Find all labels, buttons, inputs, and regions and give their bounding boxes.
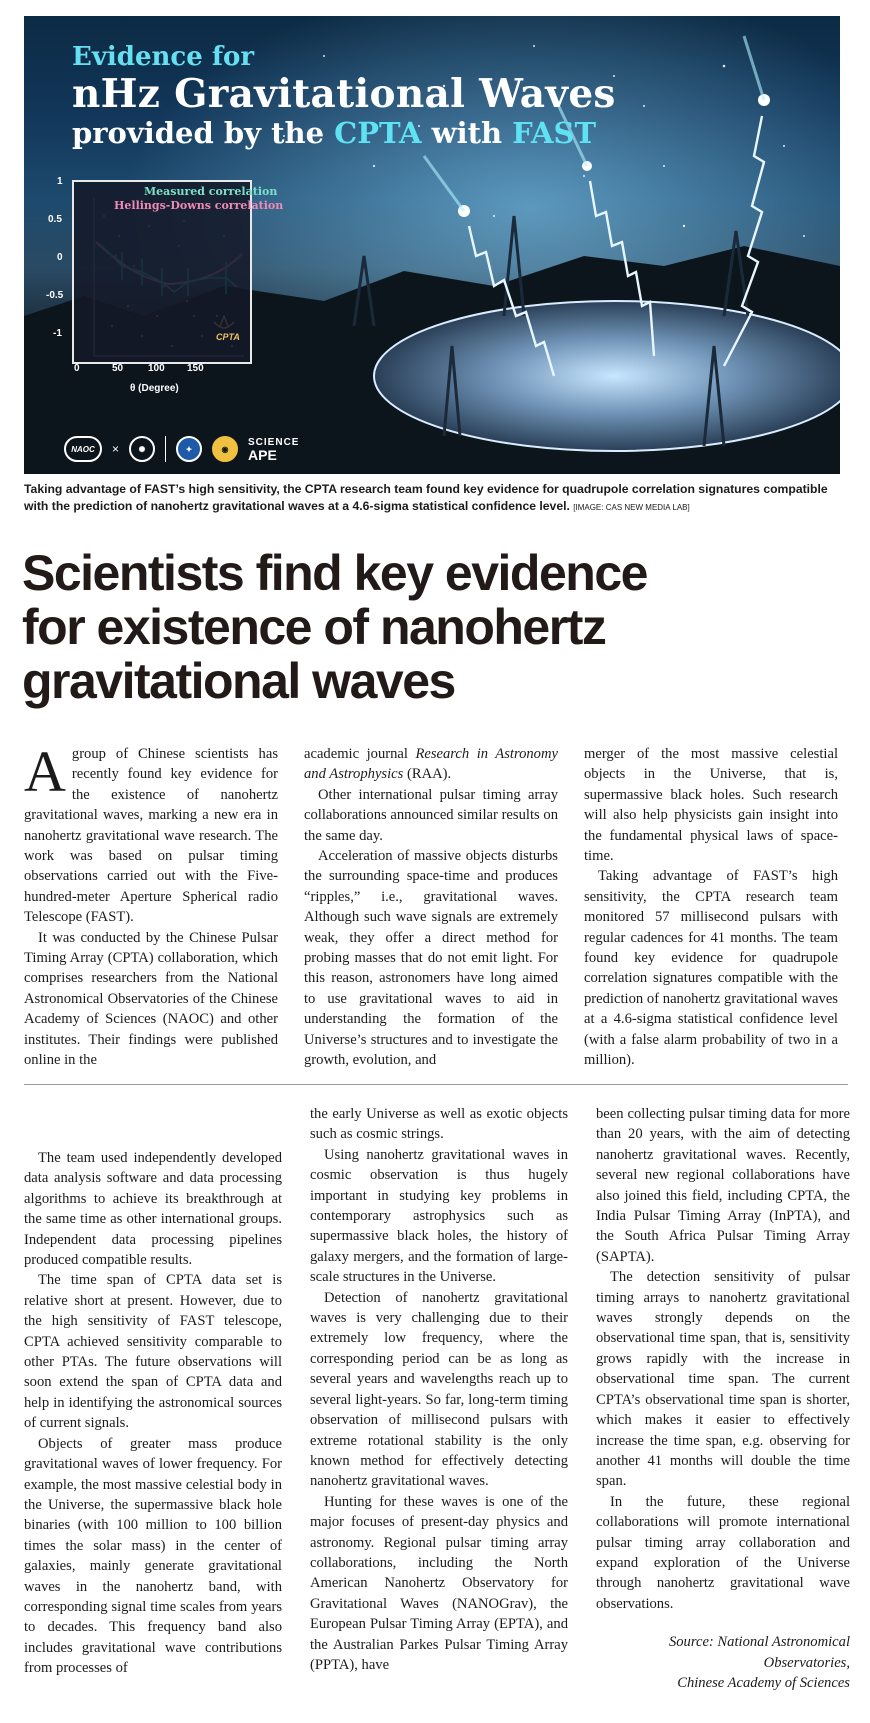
paragraph: Hunting for these waves is one of the major focuses of present-day physics and astronomy. Regional pulsar timing array collaborations, including the North American Nanohertz Observatory for Gravitational Waves (NANOGrav), the European Pulsar Timing Array (EPTA), and the Australian Parkes Pulsar Timing Array (PPTA), have bbox=[310, 1493, 568, 1673]
hero-title-line2: nHz Gravitational Waves bbox=[72, 71, 616, 117]
image-credit: [IMAGE: CAS NEW MEDIA LAB] bbox=[573, 503, 690, 512]
article-column-1 bbox=[24, 739, 278, 1071]
hero-title bbox=[72, 42, 616, 150]
source-line: Observatories, bbox=[763, 1654, 850, 1671]
hero-title-line3 bbox=[72, 116, 616, 150]
hero-title-fast: FAST bbox=[512, 116, 597, 150]
university-seal-icon: ✺ bbox=[129, 436, 155, 462]
paragraph bbox=[24, 739, 278, 928]
hero-title-line1: Evidence for bbox=[72, 42, 255, 72]
paragraph: The team used independently developed data analysis software and data processing algorithms to achieve its breakthrough at the same time as other international groups. Independent data processing pipelines produced compatible results. bbox=[24, 1150, 282, 1269]
inset-ytick: -1 bbox=[53, 328, 62, 339]
inset-xtick: 150 bbox=[187, 363, 204, 374]
inset-xtick: 50 bbox=[112, 363, 124, 374]
partner-logos bbox=[64, 434, 299, 464]
caption-text: Taking advantage of FAST’s high sensitivity, the CPTA research team found key evidence for quadrupole correlation signatures compatible with the prediction of nanohertz gravitational waves at a 4.6-sigma statistical confidence level. bbox=[24, 482, 828, 513]
paragraph: Acceleration of massive objects disturbs the surrounding space-time and produces “ripples,” i.e., gravitational waves. Although such wave signals are extremely weak, they offer a direct method for probing masses that do not emit light. For this reason, astronomers have long aimed to use gravitational waves to aid in understanding the formation of the Universe’s structures and to investigate the growth, evolution, and bbox=[304, 848, 558, 1069]
science-ape-logo-icon: ◉ bbox=[212, 436, 238, 462]
paragraph: Detection of nanohertz gravitational waves is very challenging due to their extremely low frequency, where the corresponding period can be as long as several years and wavelengths reach up to several light-years. So far, long-term timing observation of millisecond pulsars with extreme rotational stability is the only known method for effectively detecting nanohertz gravitational waves. bbox=[310, 1289, 568, 1490]
section-divider bbox=[24, 1084, 848, 1085]
cas-logo-icon: ✦ bbox=[176, 436, 202, 462]
paragraph: the early Universe as well as exotic objects such as cosmic strings. bbox=[310, 1106, 568, 1143]
naoc-logo-icon: NAOC bbox=[64, 436, 102, 462]
article-column-3 bbox=[584, 744, 838, 1071]
article-column-4 bbox=[24, 1148, 282, 1679]
source-attribution bbox=[596, 1632, 850, 1693]
hero-title-line3-mid: with bbox=[421, 116, 513, 150]
paragraph: It was conducted by the Chinese Pulsar Timing Array (CPTA) collaboration, which comprises researchers from the National Astronomical Observatories of the Chinese Academy of Sciences (NAOC) and other institutes. Their findings were published online in the bbox=[24, 929, 278, 1069]
paragraph: Objects of greater mass produce gravitational waves of lower frequency. For example, the most massive celestial body in the Universe, the supermassive black hole binaries (with 100 million to 100 billion times the solar mass) in the center of galaxies, mainly generate gravitational waves in the nanohertz band, with corresponding signal time scales from years to decades. This frequency band also includes gravitational wave contributions from processes of bbox=[24, 1435, 282, 1677]
hero-title-line3-prefix: provided by the bbox=[72, 116, 335, 150]
inset-ytick: 0 bbox=[57, 252, 63, 263]
article-headline: Scientists find key evidence for existence of nanohertz gravitational waves bbox=[22, 545, 647, 709]
paragraph: Using nanohertz gravitational waves in cosmic observation is thus hugely important in studying key problems in contemporary astrophysics such as supermassive black holes, the history of galaxy mergers, and the formation of large-scale structures in the Universe. bbox=[310, 1146, 568, 1286]
inset-x-axis-title: θ (Degree) bbox=[130, 383, 179, 394]
article-column-6 bbox=[596, 1104, 850, 1693]
inset-xtick: 100 bbox=[148, 363, 165, 374]
inset-ytick: -0.5 bbox=[46, 290, 64, 301]
drop-cap: A bbox=[24, 739, 66, 804]
paragraph: Other international pulsar timing array collaborations announced similar results on the same day. bbox=[304, 786, 558, 844]
article-column-5 bbox=[310, 1104, 568, 1675]
image-caption bbox=[24, 481, 844, 516]
hero-title-cpta: CPTA bbox=[334, 116, 422, 150]
paragraph: merger of the most massive celestial objects in the Universe, that is, supermassive black holes. Such research will also help physicists gain insight into the fundamental physical laws of space-time. bbox=[584, 746, 838, 865]
article-column-2 bbox=[304, 744, 558, 1071]
paragraph: Taking advantage of FAST’s high sensitivity, the CPTA research team monitored 57 millisecond pulsars with regular cadences for 41 months. The team found key evidence for quadrupole correlation signatures compatible with the prediction of nanohertz gravitational waves at a 4.6-sigma statistical confidence level (with a false alarm probability of two in a million). bbox=[584, 868, 838, 1069]
paragraph-text: group of Chinese scientists has recently found key evidence for the existence of nanohertz gravitational waves, marking a new era in nanohertz gravitational wave research. The work was based on pulsar timing observations carried out with the Five-hundred-meter Aperture Spherical radio Telescope (FAST). bbox=[24, 746, 278, 926]
inset-legend-measured: Measured correlation bbox=[144, 185, 278, 198]
inset-xtick: 0 bbox=[74, 363, 80, 374]
journal-name: Research in Astronomy and Astrophysics bbox=[304, 746, 558, 783]
paragraph: been collecting pulsar timing data for more than 20 years, with the aim of detecting nanohertz gravitational waves. Recently, several new regional collaborations have also joined this field, including CPTA, the India Pulsar Timing Array (InPTA), and the South Africa Pulsar Timing Array (SAPTA). bbox=[596, 1106, 850, 1265]
inset-cpta-mark: CPTA bbox=[216, 332, 240, 342]
source-line: Source: National Astronomical bbox=[668, 1634, 850, 1651]
paragraph-text: (RAA). bbox=[403, 766, 452, 783]
source-line: Chinese Academy of Sciences bbox=[677, 1674, 850, 1691]
paragraph bbox=[304, 744, 558, 785]
science-ape-line1: SCIENCE bbox=[248, 437, 300, 448]
logo-divider bbox=[165, 436, 166, 462]
paragraph: The time span of CPTA data set is relative short at present. However, due to the high sensitivity of FAST telescope, CPTA achieved sensitivity comparable to other PTAs. The future observations will soon extend the span of CPTA data and help in identifying the astronomical sources of current signals. bbox=[24, 1272, 282, 1432]
inset-legend-hellings-downs: Hellings-Downs correlation bbox=[114, 199, 284, 212]
paragraph-text: academic journal bbox=[304, 746, 416, 762]
inset-ytick: 1 bbox=[57, 176, 63, 187]
logo-times-sign: × bbox=[112, 442, 120, 456]
paragraph: The detection sensitivity of pulsar timing arrays to nanohertz gravitational waves strongly depends on the observational time span, that is, sensitivity grows rapidly with the increase in observational time span. The current CPTA’s observational time span is shorter, which makes it easier to effectively increase the time span, e.g. observing for another 41 months will double the time span. bbox=[596, 1269, 850, 1490]
science-ape-wordmark bbox=[248, 437, 299, 461]
inset-ytick: 0.5 bbox=[48, 214, 62, 225]
science-ape-line2: APE bbox=[248, 447, 277, 463]
hero-image bbox=[24, 16, 840, 474]
paragraph: In the future, these regional collaborations will promote international pulsar timing array collaboration and expand exploration of the Universe through nanohertz gravitational wave observations. bbox=[596, 1493, 850, 1612]
